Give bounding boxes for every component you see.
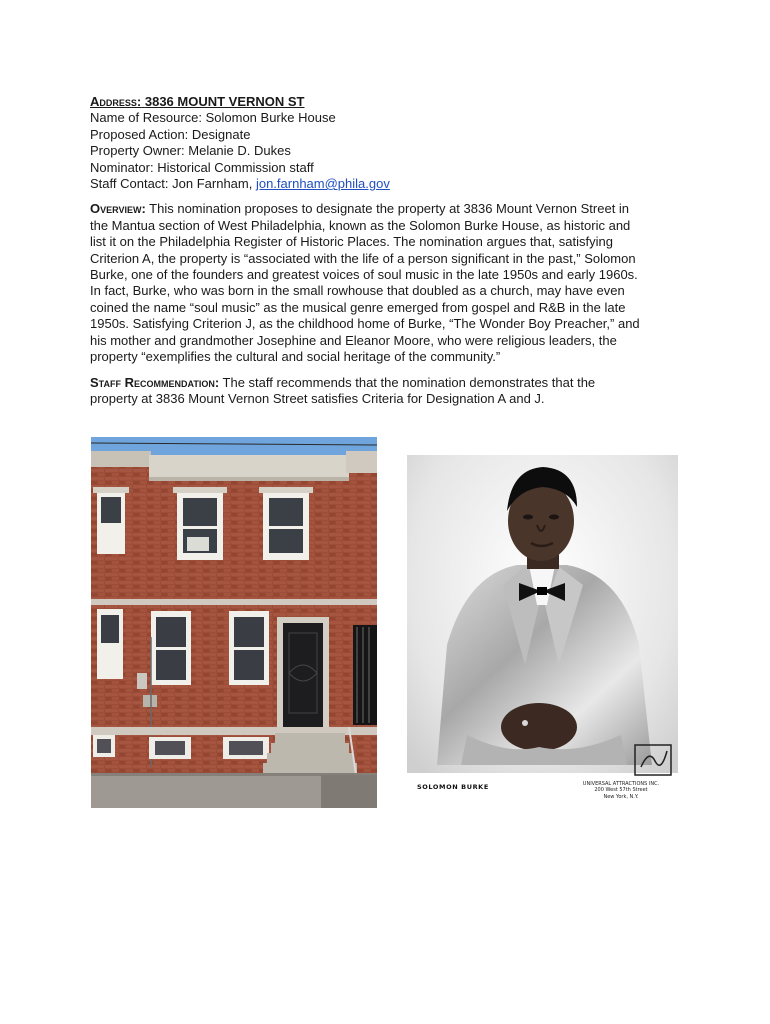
portrait-photo	[407, 455, 678, 809]
detail-name-of-resource: Name of Resource: Solomon Burke House	[90, 110, 336, 126]
overview-line: Criterion A, the property is “associated with the life of a person significant in the past,” Solomon	[90, 250, 636, 266]
portrait-agency-line: New York, N.Y.	[603, 793, 639, 800]
detail-nominator: Nominator: Historical Commission staff	[90, 159, 314, 175]
portrait-agency-line: 200 West 57th Street	[594, 787, 648, 794]
recommendation-paragraph	[90, 375, 690, 408]
address-line	[90, 94, 690, 110]
staff-contact-line	[90, 176, 690, 192]
address-value: 3836 MOUNT VERNON ST	[144, 94, 305, 109]
overview-line: the Mantua section of West Philadelphia, known as the Solomon Burke House, as historic and	[90, 217, 631, 233]
overview-line: Burke, one of the founders and greatest voices of soul music in the late 1950s and early 1960s.	[90, 267, 638, 283]
overview-paragraph	[90, 201, 690, 365]
recommendation-label: Staff Recommendation:	[90, 374, 220, 390]
detail-proposed-action: Proposed Action: Designate	[90, 126, 251, 142]
overview-line: list it on the Philadelphia Register of Historic Places. The nomination argues that, satisfying	[90, 234, 613, 250]
detail-property-owner: Property Owner: Melanie D. Dukes	[90, 143, 291, 159]
staff-contact-email-link[interactable]: jon.farnham@phila.gov	[255, 176, 390, 192]
overview-line: This nomination proposes to designate the property at 3836 Mount Vernon Street in	[145, 201, 630, 217]
recommendation-line: The staff recommends that the nomination demonstrates that the	[219, 374, 596, 390]
portrait-illustration	[407, 455, 678, 809]
overview-line: property “exemplifies the cultural and social heritage of the community.”	[90, 349, 501, 365]
overview-line: In fact, Burke, who was born in the small rowhouse that doubled as a church, may have even	[90, 283, 625, 299]
overview-label: Overview:	[90, 201, 146, 217]
portrait-agency-line: UNIVERSAL ATTRACTIONS INC.	[582, 781, 660, 787]
portrait-agency-block	[575, 781, 667, 800]
overview-line: coined the name “soul music” as the musical genre emerged from gospel and R&B in the late	[90, 299, 626, 315]
house-photo	[91, 437, 377, 808]
house-photo-illustration	[91, 437, 377, 808]
address-label: Address:	[90, 94, 142, 109]
document-body	[90, 94, 690, 407]
staff-contact-label: Staff Contact: Jon Farnham,	[90, 176, 256, 192]
recommendation-line: property at 3836 Mount Vernon Street satisfies Criteria for Designation A and J.	[90, 390, 545, 406]
overview-line: his mother and grandmother Josephine and Eleanor Moore, who were religious leaders, the	[90, 332, 617, 348]
overview-line: 1950s. Satisfying Criterion J, as the childhood home of Burke, “The Wonder Boy Preacher,” and	[90, 316, 640, 332]
portrait-caption-name: SOLOMON BURKE	[417, 783, 489, 791]
